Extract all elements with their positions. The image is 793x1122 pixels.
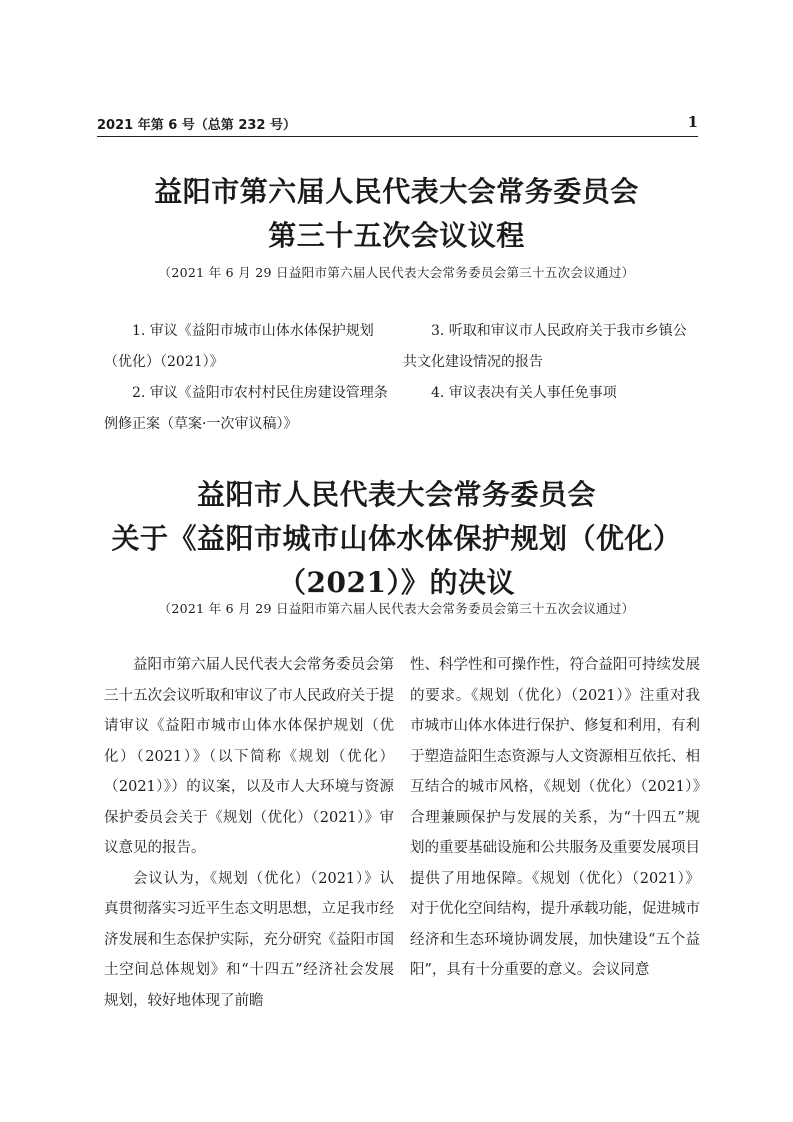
page-number: 1	[687, 113, 698, 131]
agenda-note: （2021 年 6 月 29 日益阳市第六届人民代表大会常务委员会第三十五次会议通过）	[158, 265, 635, 280]
page-header	[97, 112, 698, 137]
issue-label: 2021 年第 6 号（总第 232 号）	[97, 118, 296, 133]
agenda-item-2: 2. 审议《益阳市农村村民住房建设管理条例修正案（草案·一次审议稿）》	[104, 385, 388, 432]
resolution-note: （2021 年 6 月 29 日益阳市第六届人民代表大会常务委员会第三十五次会议通过）	[158, 601, 635, 616]
agenda-title-line1: 益阳市第六届人民代表大会常务委员会	[154, 175, 639, 208]
agenda-title-line2: 第三十五次会议议程	[268, 219, 525, 252]
resolution-title-line2: 关于《益阳市城市山体水体保护规划（优化）	[111, 522, 682, 555]
agenda-item-4: 4. 审议表决有关人事任免事项	[431, 385, 617, 401]
right-column	[410, 650, 700, 986]
agenda-item-3: 3. 听取和审议市人民政府关于我市乡镇公共文化建设情况的报告	[403, 323, 687, 370]
resolution-title-line1: 益阳市人民代表大会常务委员会	[196, 478, 596, 511]
paragraph-2: 会议认为，《规划（优化）（2021）》认真贯彻落实习近平生态文明思想，立足我市经济发展和生态保护实际，充分研究《益阳市国土空间总体规划》和“十四五”经济社会发展规划，较好地体现了前瞻	[104, 870, 394, 1009]
paragraph-1: 益阳市第六届人民代表大会常务委员会第三十五次会议听取和审议了市人民政府关于提请审议《益阳市城市山体水体保护规划（优化）（2021）》（以下简称《规划（优化）（2021）》）的议案，以及市人大环境与资源保护委员会关于《规划（优化）（2021）》审议意见的报告。	[104, 657, 394, 856]
paragraph-2-continued: 性、科学性和可操作性，符合益阳可持续发展的要求。《规划（优化）（2021）》注重对我市城市山体水体进行保护、修复和利用，有利于塑造益阳生态资源与人文资源相互依托、相互结合的城市风格，《规划（优化）（2021）》合理兼顾保护与发展的关系，为“十四五”规划的重要基础设施和公共服务及重要发展项目提供了用地保障。《规划（优化）（2021）》对于优化空间结构，提升承载功能，促进城市经济和生态环境协调发展，加快建设“五个益阳”，具有十分重要的意义。会议同意	[410, 657, 700, 978]
left-column	[104, 650, 394, 1016]
resolution-title-line3: （2021）》的决议	[278, 566, 515, 599]
agenda-item-1: 1. 审议《益阳市城市山体水体保护规划（优化）（2021）》	[104, 323, 374, 370]
